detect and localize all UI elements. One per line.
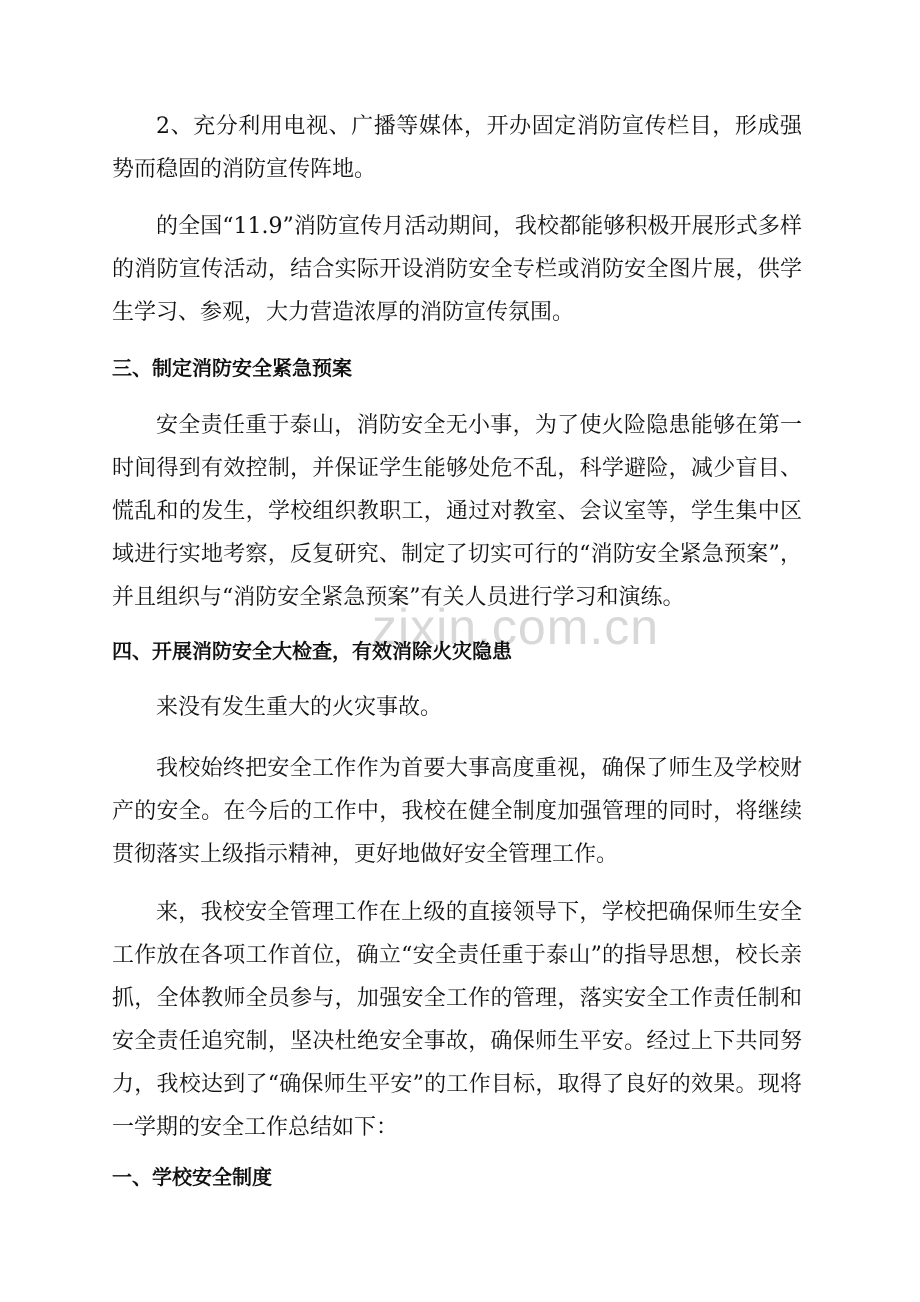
paragraph-emergency-plan: 安全责任重于泰山，消防安全无小事，为了使火险隐患能够在第一时间得到有效控制，并保证学生能够处危不乱，科学避险，减少盲目、慌乱和的发生，学校组织教职工，通过对教室、会议室等，学生集中区域进行实地考察，反复研究、制定了切实可行的“消防安全紧急预案”，并且组织与“消防安全紧急预案”有关人员进行学习和演练。	[112, 413, 802, 610]
heading-safety-inspection: 四、开展消防安全大检查，有效消除火灾隐患	[112, 639, 512, 663]
paragraph-no-major-fire: 来没有发生重大的火灾事故。	[156, 695, 443, 720]
paragraph-safety-priority: 我校始终把安全工作作为首要大事高度重视，确保了师生及学校财产的安全。在今后的工作中，我校在健全制度加强管理的同时，将继续贯彻落实上级指示精神，更好地做好安全管理工作。	[112, 756, 802, 867]
watermark-text: zixin.com.cn	[372, 599, 660, 655]
paragraph-semester-summary: 来，我校安全管理工作在上级的直接领导下，学校把确保师生安全工作放在各项工作首位，确立“安全责任重于泰山”的指导思想，校长亲抓，全体教师全员参与，加强安全工作的管理，落实安全工作责任制和安全责任追究制，坚决杜绝安全事故，确保师生平安。经过上下共同努力，我校达到了“确保师生平安”的工作目标，取得了良好的效果。现将一学期的安全工作总结如下：	[112, 900, 802, 1140]
paragraph-fire-month-activities: 的全国“11.9”消防宣传月活动期间，我校都能够积极开展形式多样的消防宣传活动，结合实际开设消防安全专栏或消防安全图片展，供学生学习、参观，大力营造浓厚的消防宣传氛围。	[112, 214, 802, 325]
paragraph-media-publicity: 2、充分利用电视、广播等媒体，开办固定消防宣传栏目，形成强势而稳固的消防宣传阵地。	[112, 114, 802, 182]
heading-school-safety-system: 一、学校安全制度	[112, 1165, 272, 1189]
heading-emergency-plan: 三、制定消防安全紧急预案	[112, 356, 352, 380]
